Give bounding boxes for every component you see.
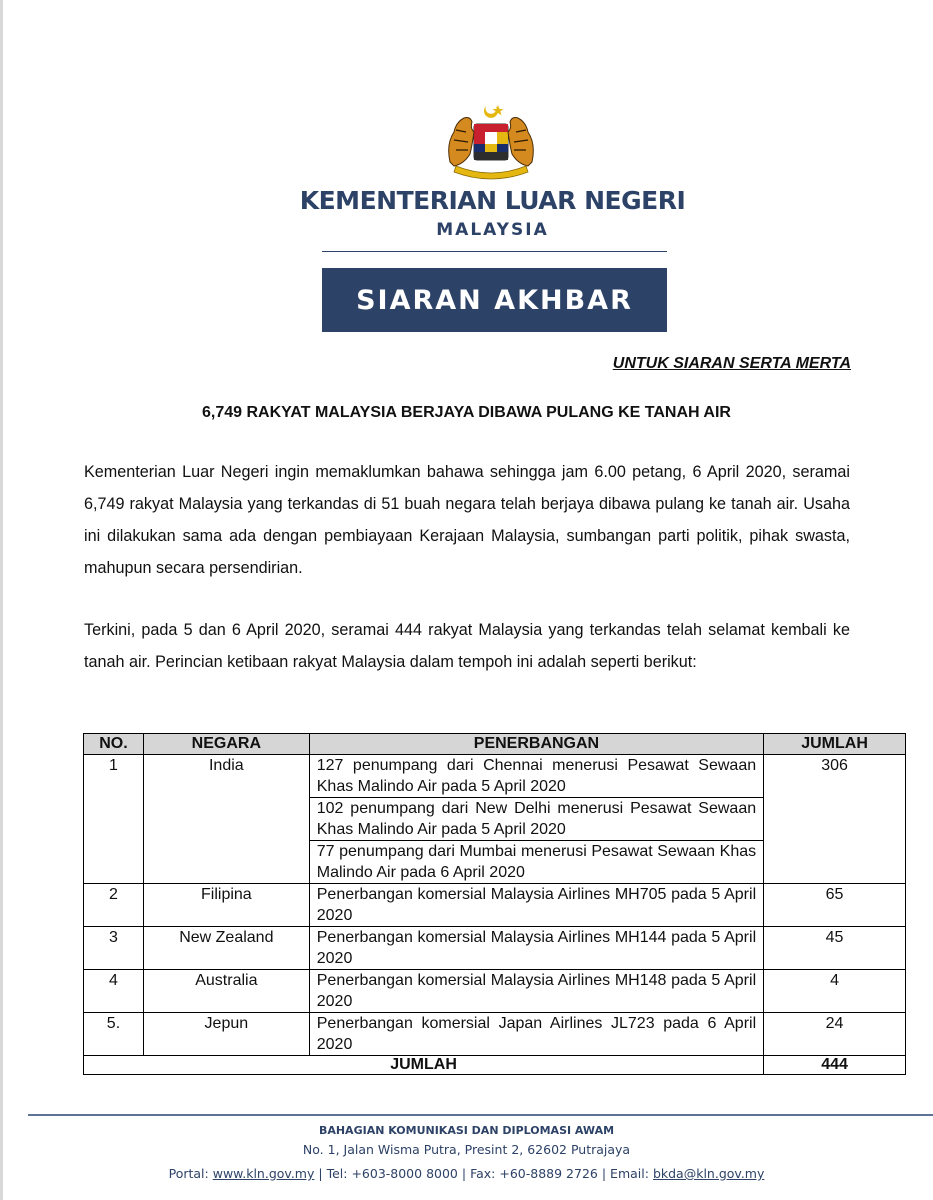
page-edge: [0, 0, 3, 1200]
headline: 6,749 RAKYAT MALAYSIA BERJAYA DIBAWA PULANG KE TANAH AIR: [202, 404, 731, 421]
table-row: [84, 884, 906, 927]
cell-country: New Zealand: [143, 927, 309, 970]
cell-flight: Penerbangan komersial Malaysia Airlines MH705 pada 5 April 2020: [309, 884, 763, 927]
total-value: 444: [764, 1056, 906, 1075]
cell-flight: Penerbangan komersial Malaysia Airlines MH144 pada 5 April 2020: [309, 927, 763, 970]
email-label: Email:: [610, 1166, 649, 1181]
cell-total: 24: [764, 1013, 906, 1056]
footer-divider: [28, 1114, 933, 1116]
header-total: JUMLAH: [764, 734, 906, 755]
header-flights: PENERBANGAN: [309, 734, 763, 755]
footer-address: No. 1, Jalan Wisma Putra, Presint 2, 62602 Putrajaya: [302, 1142, 631, 1157]
cell-total: 45: [764, 927, 906, 970]
footer-contact: [0, 1166, 933, 1181]
separator: |: [601, 1166, 607, 1181]
table-row: [84, 1013, 906, 1056]
separator: |: [461, 1166, 467, 1181]
cell-total: 65: [764, 884, 906, 927]
malaysia-coat-of-arms-icon: [440, 102, 542, 184]
table-row: [84, 927, 906, 970]
tel-text: Tel: +603-8000 8000: [326, 1166, 458, 1181]
cell-country: Jepun: [143, 1013, 309, 1056]
cell-flight: 102 penumpang dari New Delhi menerusi Pesawat Sewaan Khas Malindo Air pada 5 April 2020: [309, 798, 763, 841]
arrivals-table: [83, 733, 906, 1075]
portal-link[interactable]: www.kln.gov.my: [212, 1166, 315, 1181]
cell-country: Filipina: [143, 884, 309, 927]
country-name: MALAYSIA: [436, 220, 549, 240]
cell-flight: 77 penumpang dari Mumbai menerusi Pesawat Sewaan Khas Malindo Air pada 6 April 2020: [309, 841, 763, 884]
cell-country: Australia: [143, 970, 309, 1013]
cell-no: 5.: [84, 1013, 144, 1056]
paragraph-intro: Kementerian Luar Negeri ingin memaklumkan bahawa sehingga jam 6.00 petang, 6 April 2020, seramai 6,749 rakyat Malaysia yang terkandas di 51 buah negara telah berjaya dibawa pulang ke tanah air. Usaha ini dilakukan sama ada dengan pembiayaan Kerajaan Malaysia, sumbangan parti politik, pihak swasta, mahupun secara persendirian.: [84, 463, 850, 577]
cell-flight: Penerbangan komersial Japan Airlines JL723 pada 6 April 2020: [309, 1013, 763, 1056]
cell-flight: Penerbangan komersial Malaysia Airlines MH148 pada 5 April 2020: [309, 970, 763, 1013]
cell-no: 2: [84, 884, 144, 927]
ministry-name: KEMENTERIAN LUAR NEGERI: [299, 186, 686, 215]
table-row: [84, 755, 906, 798]
cell-total: 306: [764, 755, 906, 884]
cell-total: 4: [764, 970, 906, 1013]
table-header-row: [84, 734, 906, 755]
table-row: [84, 970, 906, 1013]
press-release-banner: SIARAN AKHBAR: [322, 268, 667, 332]
total-label: JUMLAH: [84, 1056, 764, 1075]
email-link[interactable]: bkda@kln.gov.my: [652, 1166, 765, 1181]
header-divider: [322, 251, 667, 252]
cell-flight: 127 penumpang dari Chennai menerusi Pesawat Sewaan Khas Malindo Air pada 5 April 2020: [309, 755, 763, 798]
table-total-row: [84, 1056, 906, 1075]
header-country: NEGARA: [143, 734, 309, 755]
cell-no: 4: [84, 970, 144, 1013]
paragraph-latest: Terkini, pada 5 dan 6 April 2020, seramai 444 rakyat Malaysia yang terkandas telah selamat kembali ke tanah air. Perincian ketibaan rakyat Malaysia dalam tempoh ini adalah seperti berikut:: [84, 621, 850, 671]
separator: |: [318, 1166, 323, 1181]
footer-department: BAHAGIAN KOMUNIKASI DAN DIPLOMASI AWAM: [318, 1124, 615, 1137]
fax-text: Fax: +60-8889 2726: [470, 1166, 598, 1181]
header-no: NO.: [84, 734, 144, 755]
cell-country: India: [143, 755, 309, 884]
portal-label: Portal:: [168, 1166, 209, 1181]
release-note: UNTUK SIARAN SERTA MERTA: [612, 355, 851, 372]
cell-no: 3: [84, 927, 144, 970]
cell-no: 1: [84, 755, 144, 884]
